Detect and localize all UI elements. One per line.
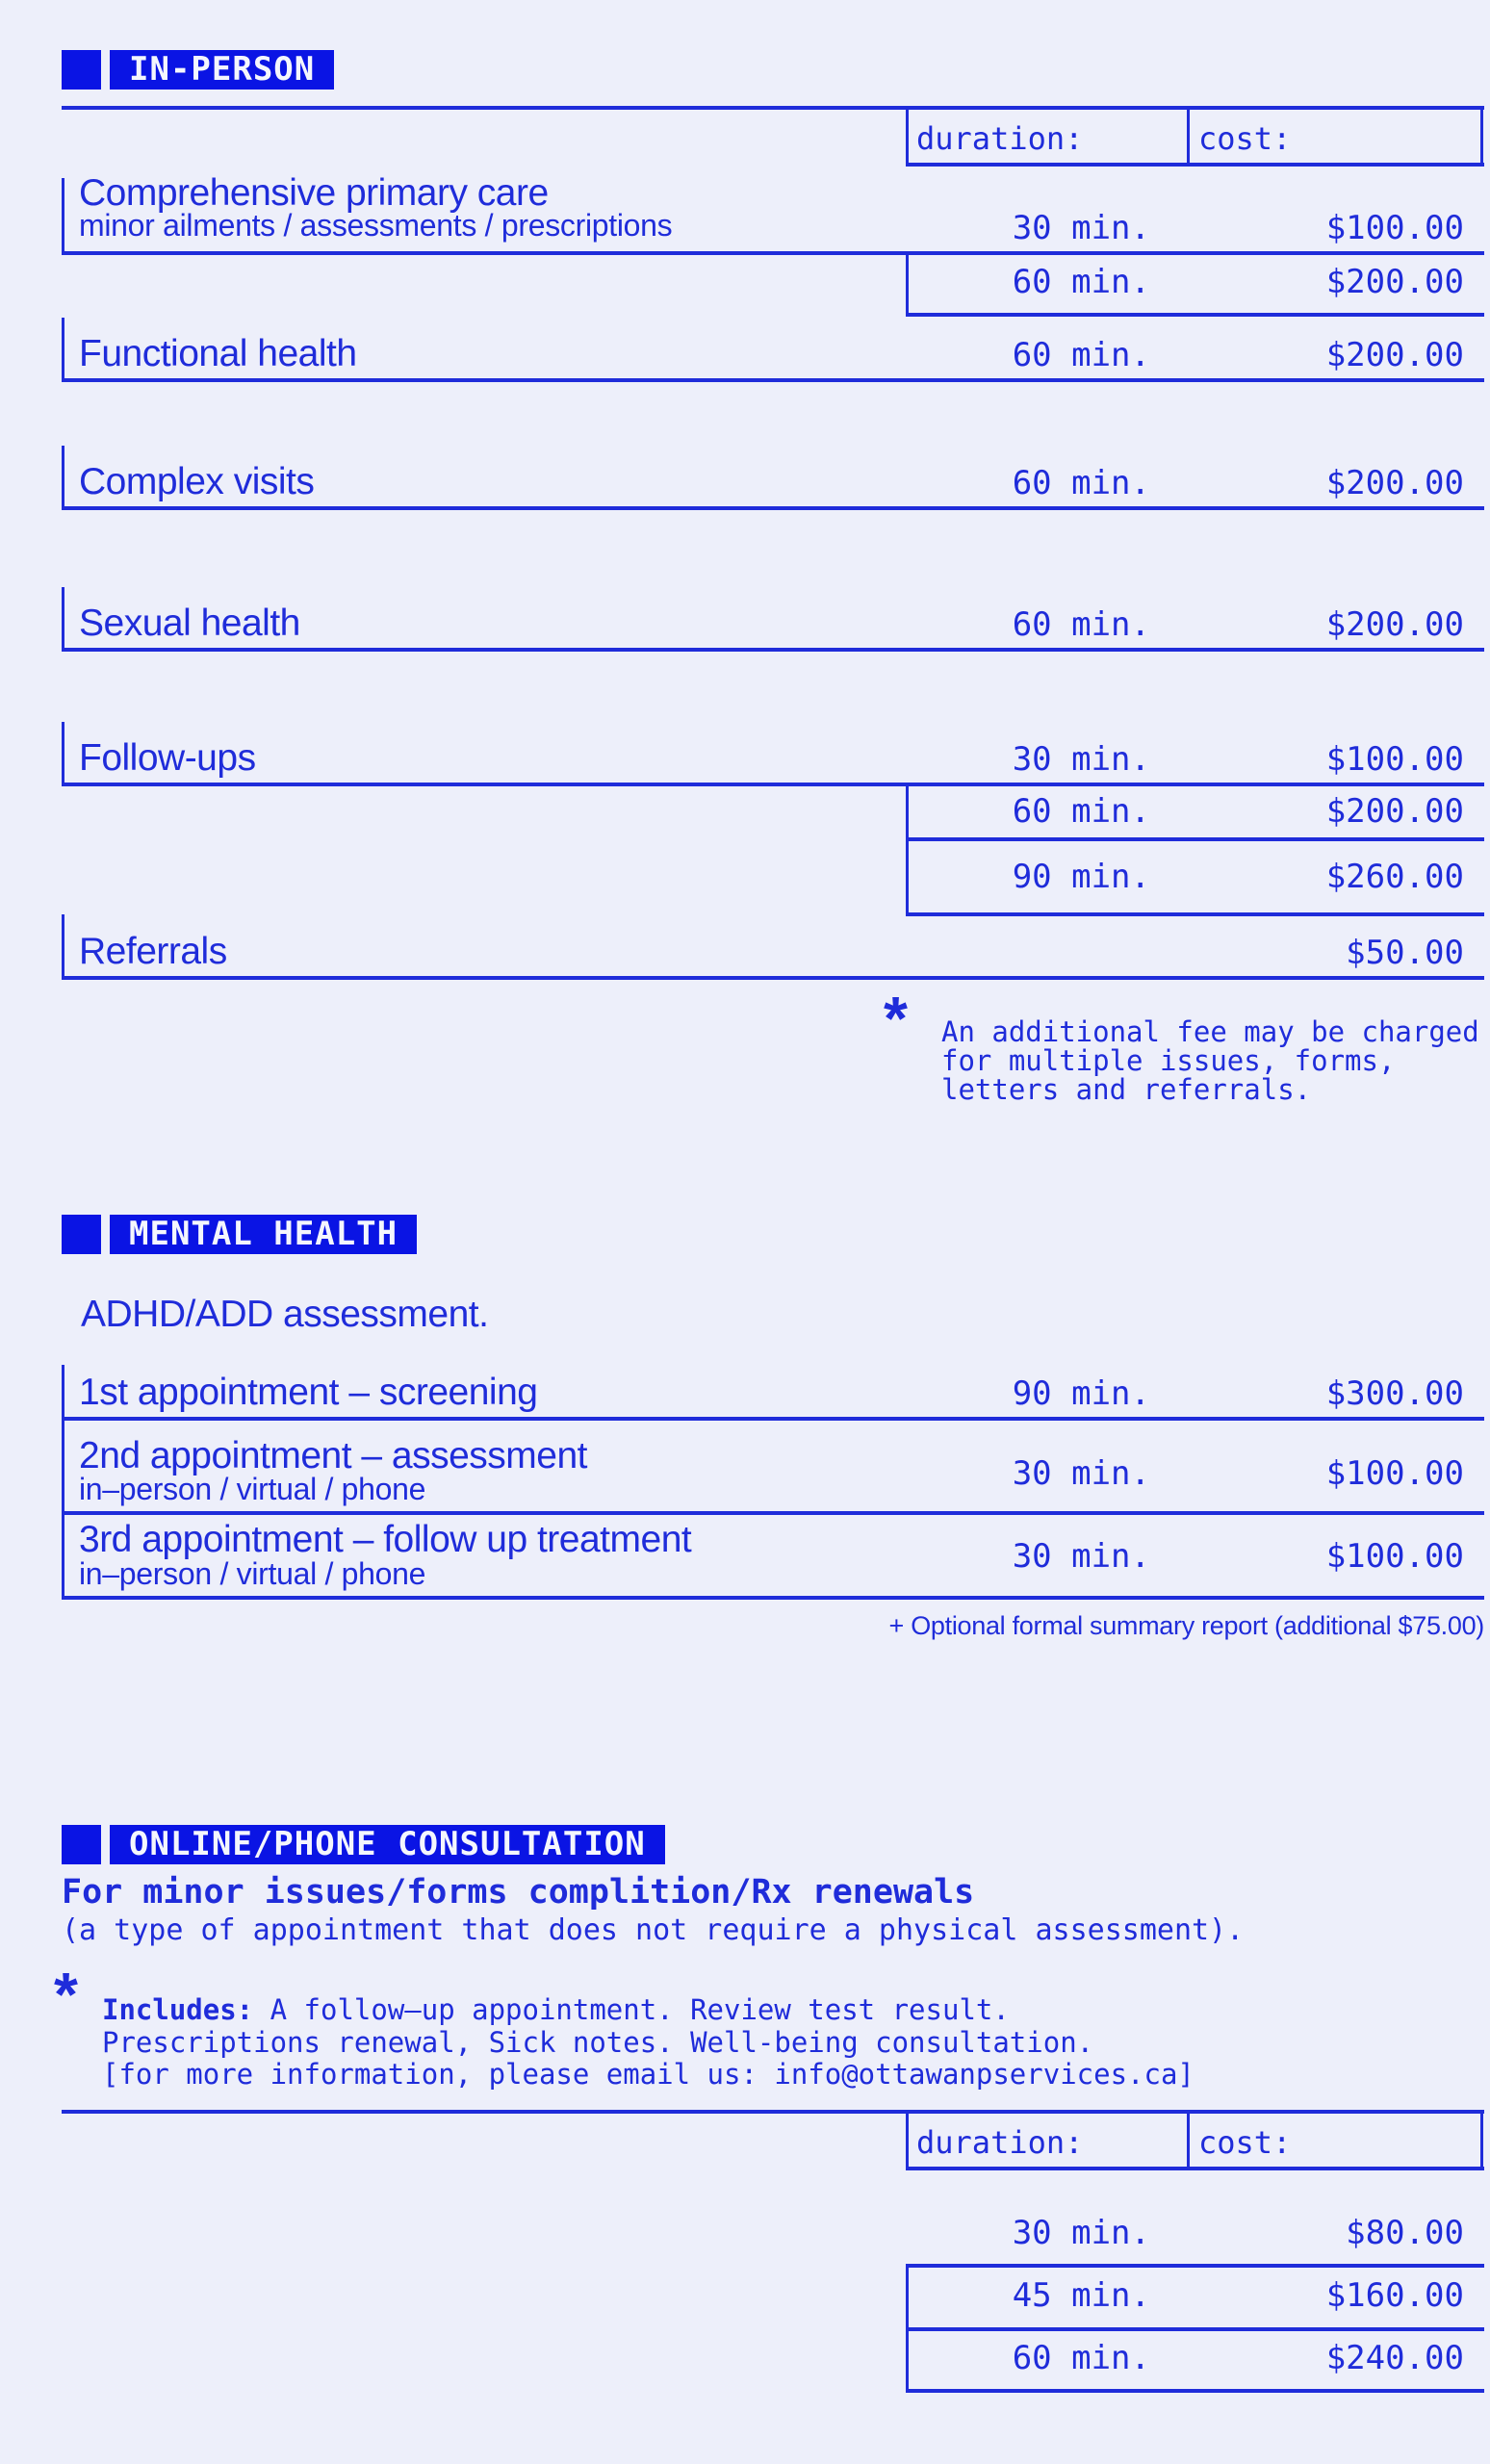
cost-value: $300.00 xyxy=(1325,1374,1464,1413)
section-subtitle: ADHD/ADD assessment. xyxy=(81,1294,489,1335)
duration-value: 90 min. xyxy=(1012,858,1150,896)
divider xyxy=(62,1511,1484,1515)
service-title: Comprehensive primary care xyxy=(79,172,549,214)
duration-column-header: duration: xyxy=(916,2124,1084,2161)
duration-value: 60 min. xyxy=(1012,792,1150,831)
cost-value: $80.00 xyxy=(1346,2214,1464,2252)
duration-column-header: duration: xyxy=(916,120,1084,157)
service-title: Functional health xyxy=(79,333,357,374)
duration-value: 60 min. xyxy=(1012,464,1150,502)
row-left-bar xyxy=(62,178,64,255)
row-left-bar xyxy=(62,722,64,786)
cost-column-header: cost: xyxy=(1198,120,1292,157)
cost-value: $200.00 xyxy=(1325,464,1464,502)
service-title: 3rd appointment – follow up treatment xyxy=(79,1519,692,1560)
in-person-badge-label: IN-PERSON xyxy=(110,50,334,90)
table-border xyxy=(906,163,1484,167)
cost-value: $240.00 xyxy=(1325,2339,1464,2377)
duration-value: 30 min. xyxy=(1012,209,1150,247)
asterisk-icon: * xyxy=(54,1960,78,2029)
table-border xyxy=(906,2167,1484,2170)
mental-health-badge xyxy=(62,1215,417,1254)
fee-note-line: for multiple issues, forms, xyxy=(941,1044,1396,1077)
duration-value: 45 min. xyxy=(1012,2276,1150,2315)
badge-square-icon xyxy=(62,50,101,90)
row-left-bar xyxy=(62,914,64,980)
duration-value: 30 min. xyxy=(1012,2214,1150,2252)
optional-report-footnote: + Optional formal summary report (additional $75.00) xyxy=(888,1611,1484,1640)
mental-health-badge-label: MENTAL HEALTH xyxy=(110,1215,417,1254)
service-title: 2nd appointment – assessment xyxy=(79,1435,588,1476)
badge-square-icon xyxy=(62,1825,101,1864)
table-border xyxy=(1480,2110,1483,2170)
cost-value: $100.00 xyxy=(1325,209,1464,247)
includes-line: Prescriptions renewal, Sick notes. Well-being consultation. xyxy=(102,2026,1094,2059)
row-left-bar xyxy=(62,1417,64,1515)
fee-note-line: letters and referrals. xyxy=(941,1073,1312,1106)
table-border xyxy=(906,912,1484,916)
table-border xyxy=(906,2110,909,2170)
service-title: Follow-ups xyxy=(79,737,256,779)
divider xyxy=(62,976,1484,980)
online-section-subtitle: (a type of appointment that does not require a physical assessment). xyxy=(62,1913,1245,1947)
table-border xyxy=(906,2327,1484,2331)
row-left-bar xyxy=(62,1365,64,1421)
service-title: Referrals xyxy=(79,931,227,972)
includes-text: A follow–up appointment. Review test result. xyxy=(253,1993,1010,2026)
fee-note-line: An additional fee may be charged xyxy=(941,1015,1479,1048)
divider xyxy=(62,783,1484,786)
service-subtitle: in–person / virtual / phone xyxy=(79,1556,426,1591)
row-left-bar xyxy=(62,446,64,510)
duration-value: 60 min. xyxy=(1012,605,1150,644)
service-title: 1st appointment – screening xyxy=(79,1372,538,1413)
cost-value: $260.00 xyxy=(1325,858,1464,896)
divider xyxy=(62,251,1484,255)
divider xyxy=(62,106,1484,110)
table-border xyxy=(906,2389,1484,2393)
duration-value: 60 min. xyxy=(1012,336,1150,374)
divider xyxy=(62,1596,1484,1600)
cost-column-header: cost: xyxy=(1198,2124,1292,2161)
online-section-title: For minor issues/forms complition/Rx renewals xyxy=(62,1873,975,1912)
cost-value: $100.00 xyxy=(1325,1454,1464,1493)
cost-value: $100.00 xyxy=(1325,740,1464,779)
in-person-badge xyxy=(62,50,334,90)
cost-value: $100.00 xyxy=(1325,1537,1464,1576)
table-border xyxy=(1187,2110,1190,2170)
duration-value: 60 min. xyxy=(1012,2339,1150,2377)
cost-value: $160.00 xyxy=(1325,2276,1464,2315)
service-title: Sexual health xyxy=(79,603,300,644)
duration-value: 90 min. xyxy=(1012,1374,1150,1413)
divider xyxy=(62,506,1484,510)
table-border xyxy=(1480,106,1483,167)
table-border xyxy=(1187,106,1190,167)
divider xyxy=(62,2110,1484,2114)
duration-value: 30 min. xyxy=(1012,740,1150,779)
table-border xyxy=(906,837,1484,841)
row-left-bar xyxy=(62,587,64,652)
row-left-bar xyxy=(62,1511,64,1600)
cost-value: $200.00 xyxy=(1325,605,1464,644)
row-left-bar xyxy=(62,318,64,382)
table-border xyxy=(906,2264,1484,2268)
includes-label: Includes: xyxy=(102,1993,254,2026)
asterisk-icon: * xyxy=(884,984,908,1053)
divider xyxy=(62,648,1484,652)
divider xyxy=(62,378,1484,382)
duration-value: 30 min. xyxy=(1012,1454,1150,1493)
badge-square-icon xyxy=(62,1215,101,1254)
cost-value: $50.00 xyxy=(1346,934,1464,972)
cost-value: $200.00 xyxy=(1325,263,1464,301)
cost-value: $200.00 xyxy=(1325,792,1464,831)
cost-value: $200.00 xyxy=(1325,336,1464,374)
duration-value: 60 min. xyxy=(1012,263,1150,301)
divider xyxy=(62,1417,1484,1421)
service-title: Complex visits xyxy=(79,461,315,502)
includes-line xyxy=(102,1994,1010,2027)
online-phone-badge xyxy=(62,1825,665,1864)
duration-value: 30 min. xyxy=(1012,1537,1150,1576)
table-border xyxy=(906,313,1484,317)
table-border xyxy=(906,106,909,167)
service-subtitle: in–person / virtual / phone xyxy=(79,1472,426,1506)
service-subtitle: minor ailments / assessments / prescriptions xyxy=(79,208,673,243)
includes-line: [for more information, please email us: info@ottawanpservices.ca] xyxy=(102,2058,1195,2091)
online-phone-badge-label: ONLINE/PHONE CONSULTATION xyxy=(110,1825,665,1864)
